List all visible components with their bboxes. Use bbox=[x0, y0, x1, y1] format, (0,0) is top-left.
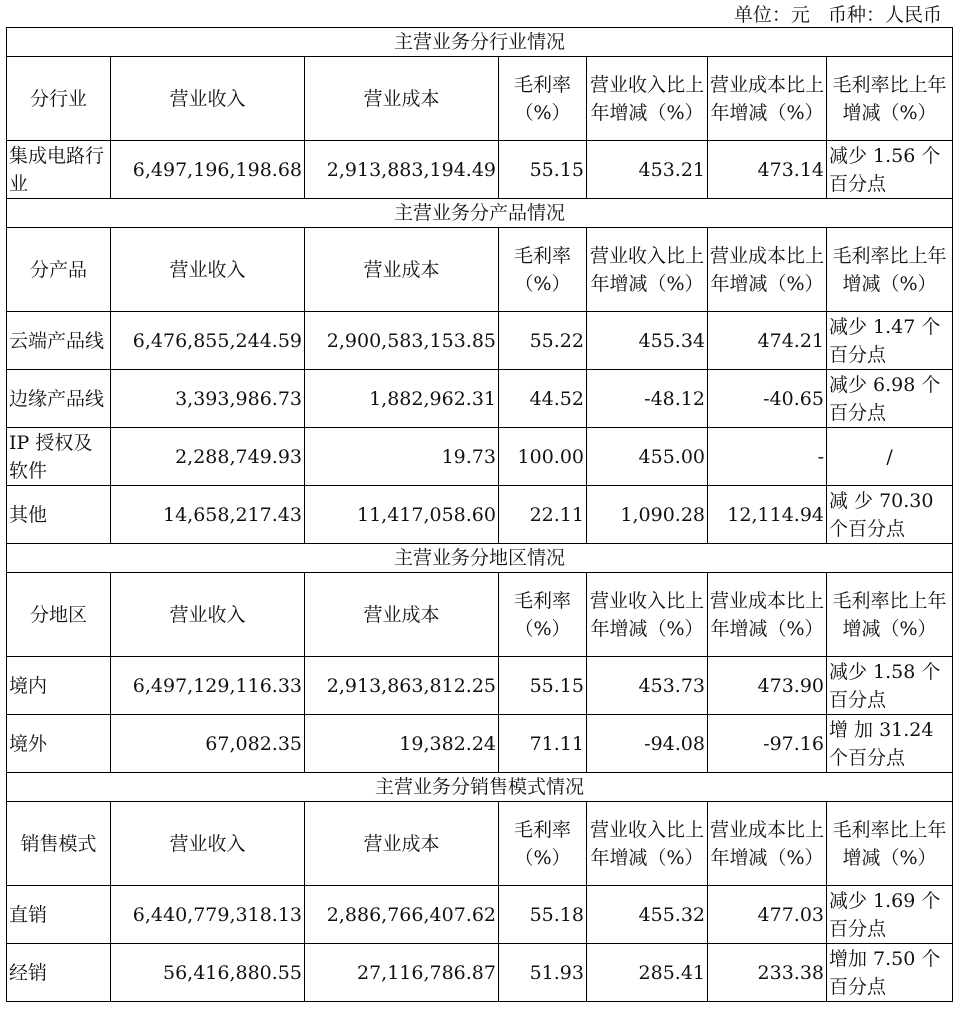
cell-revenue-change: 285.41 bbox=[587, 944, 708, 1002]
section-title-row bbox=[7, 773, 953, 802]
row-label: 境外 bbox=[7, 715, 111, 773]
cell-margin: 55.18 bbox=[499, 886, 587, 944]
cell-cost: 19.73 bbox=[305, 428, 499, 486]
column-header-revenue: 营业收入 bbox=[111, 573, 305, 657]
cell-cost: 11,417,058.60 bbox=[305, 486, 499, 544]
cell-revenue-change: 1,090.28 bbox=[587, 486, 708, 544]
main-business-table bbox=[6, 27, 953, 1002]
column-header-revenue: 营业收入 bbox=[111, 802, 305, 886]
column-header-revenue-change: 营业收入比上年增减（%） bbox=[587, 228, 708, 312]
column-header-category: 销售模式 bbox=[7, 802, 111, 886]
row-label: 境内 bbox=[7, 657, 111, 715]
column-header-margin: 毛利率（%） bbox=[499, 228, 587, 312]
cell-margin: 55.22 bbox=[499, 312, 587, 370]
cell-margin: 44.52 bbox=[499, 370, 587, 428]
cell-revenue-change: -94.08 bbox=[587, 715, 708, 773]
cell-margin-change: 减少 1.58 个百分点 bbox=[827, 657, 953, 715]
cell-margin-change: 减少 1.69 个百分点 bbox=[827, 886, 953, 944]
unit-currency-note: 单位：元 币种：人民币 bbox=[733, 4, 942, 26]
column-header-margin: 毛利率（%） bbox=[499, 57, 587, 141]
column-header-revenue: 营业收入 bbox=[111, 228, 305, 312]
cell-cost-change: 12,114.94 bbox=[708, 486, 827, 544]
cell-margin-change: 减 少 70.30 个百分点 bbox=[827, 486, 953, 544]
cell-revenue: 2,288,749.93 bbox=[111, 428, 305, 486]
cell-margin: 55.15 bbox=[499, 141, 587, 199]
column-header-cost: 营业成本 bbox=[305, 802, 499, 886]
cell-margin: 55.15 bbox=[499, 657, 587, 715]
table-row bbox=[7, 370, 953, 428]
cell-cost-change: - bbox=[708, 428, 827, 486]
section-title-row bbox=[7, 199, 953, 228]
section-title: 主营业务分行业情况 bbox=[7, 28, 953, 57]
table-row bbox=[7, 886, 953, 944]
section-title: 主营业务分销售模式情况 bbox=[7, 773, 953, 802]
cell-margin-change: 减少 6.98 个百分点 bbox=[827, 370, 953, 428]
cell-margin: 22.11 bbox=[499, 486, 587, 544]
cell-cost-change: -40.65 bbox=[708, 370, 827, 428]
cell-cost-change: 473.14 bbox=[708, 141, 827, 199]
table-row bbox=[7, 141, 953, 199]
column-header-revenue: 营业收入 bbox=[111, 57, 305, 141]
table-row bbox=[7, 715, 953, 773]
cell-revenue-change: 455.00 bbox=[587, 428, 708, 486]
cell-revenue: 6,497,196,198.68 bbox=[111, 141, 305, 199]
cell-revenue: 14,658,217.43 bbox=[111, 486, 305, 544]
row-label: 云端产品线 bbox=[7, 312, 111, 370]
table-row bbox=[7, 657, 953, 715]
column-header-margin: 毛利率（%） bbox=[499, 802, 587, 886]
column-header-category: 分产品 bbox=[7, 228, 111, 312]
row-label: 集成电路行业 bbox=[7, 141, 111, 199]
column-header-margin-change: 毛利率比上年增减（%） bbox=[827, 573, 953, 657]
row-label: 其他 bbox=[7, 486, 111, 544]
column-header-category: 分地区 bbox=[7, 573, 111, 657]
cell-cost: 2,913,863,812.25 bbox=[305, 657, 499, 715]
cell-revenue-change: 453.21 bbox=[587, 141, 708, 199]
table-body bbox=[7, 28, 953, 1002]
row-label: 边缘产品线 bbox=[7, 370, 111, 428]
cell-cost-change: 474.21 bbox=[708, 312, 827, 370]
cell-margin-change: 增加 7.50 个百分点 bbox=[827, 944, 953, 1002]
table-row bbox=[7, 486, 953, 544]
section-title: 主营业务分产品情况 bbox=[7, 199, 953, 228]
column-header-cost-change: 营业成本比上年增减（%） bbox=[708, 573, 827, 657]
column-header-margin-change: 毛利率比上年增减（%） bbox=[827, 802, 953, 886]
column-header-margin-change: 毛利率比上年增减（%） bbox=[827, 228, 953, 312]
cell-cost: 1,882,962.31 bbox=[305, 370, 499, 428]
column-header-margin: 毛利率（%） bbox=[499, 573, 587, 657]
column-header-revenue-change: 营业收入比上年增减（%） bbox=[587, 802, 708, 886]
column-header-cost-change: 营业成本比上年增减（%） bbox=[708, 228, 827, 312]
table-row bbox=[7, 312, 953, 370]
row-label: IP 授权及软件 bbox=[7, 428, 111, 486]
cell-cost: 2,913,883,194.49 bbox=[305, 141, 499, 199]
cell-revenue: 6,497,129,116.33 bbox=[111, 657, 305, 715]
cell-margin-change: 增 加 31.24 个百分点 bbox=[827, 715, 953, 773]
cell-cost: 2,886,766,407.62 bbox=[305, 886, 499, 944]
column-header-category: 分行业 bbox=[7, 57, 111, 141]
column-header-margin-change: 毛利率比上年增减（%） bbox=[827, 57, 953, 141]
cell-cost: 2,900,583,153.85 bbox=[305, 312, 499, 370]
column-header-revenue-change: 营业收入比上年增减（%） bbox=[587, 57, 708, 141]
column-header-cost-change: 营业成本比上年增减（%） bbox=[708, 57, 827, 141]
column-header-cost: 营业成本 bbox=[305, 573, 499, 657]
cell-revenue-change: 453.73 bbox=[587, 657, 708, 715]
column-header-cost: 营业成本 bbox=[305, 228, 499, 312]
cell-margin: 100.00 bbox=[499, 428, 587, 486]
cell-revenue: 3,393,986.73 bbox=[111, 370, 305, 428]
column-header-row bbox=[7, 228, 953, 312]
cell-revenue: 67,082.35 bbox=[111, 715, 305, 773]
column-header-row bbox=[7, 802, 953, 886]
cell-margin: 71.11 bbox=[499, 715, 587, 773]
cell-cost: 27,116,786.87 bbox=[305, 944, 499, 1002]
section-title-row bbox=[7, 544, 953, 573]
cell-cost-change: 477.03 bbox=[708, 886, 827, 944]
column-header-cost: 营业成本 bbox=[305, 57, 499, 141]
cell-revenue-change: 455.32 bbox=[587, 886, 708, 944]
cell-revenue: 56,416,880.55 bbox=[111, 944, 305, 1002]
row-label: 直销 bbox=[7, 886, 111, 944]
cell-margin-change: 减少 1.47 个百分点 bbox=[827, 312, 953, 370]
row-label: 经销 bbox=[7, 944, 111, 1002]
cell-margin-change: / bbox=[827, 428, 953, 486]
cell-cost: 19,382.24 bbox=[305, 715, 499, 773]
cell-margin-change: 减少 1.56 个百分点 bbox=[827, 141, 953, 199]
cell-revenue: 6,440,779,318.13 bbox=[111, 886, 305, 944]
column-header-row bbox=[7, 57, 953, 141]
cell-revenue: 6,476,855,244.59 bbox=[111, 312, 305, 370]
section-title-row bbox=[7, 28, 953, 57]
cell-cost-change: 473.90 bbox=[708, 657, 827, 715]
cell-margin: 51.93 bbox=[499, 944, 587, 1002]
cell-cost-change: -97.16 bbox=[708, 715, 827, 773]
section-title: 主营业务分地区情况 bbox=[7, 544, 953, 573]
cell-revenue-change: -48.12 bbox=[587, 370, 708, 428]
table-row bbox=[7, 944, 953, 1002]
column-header-cost-change: 营业成本比上年增减（%） bbox=[708, 802, 827, 886]
table-row bbox=[7, 428, 953, 486]
cell-revenue-change: 455.34 bbox=[587, 312, 708, 370]
column-header-revenue-change: 营业收入比上年增减（%） bbox=[587, 573, 708, 657]
cell-cost-change: 233.38 bbox=[708, 944, 827, 1002]
column-header-row bbox=[7, 573, 953, 657]
